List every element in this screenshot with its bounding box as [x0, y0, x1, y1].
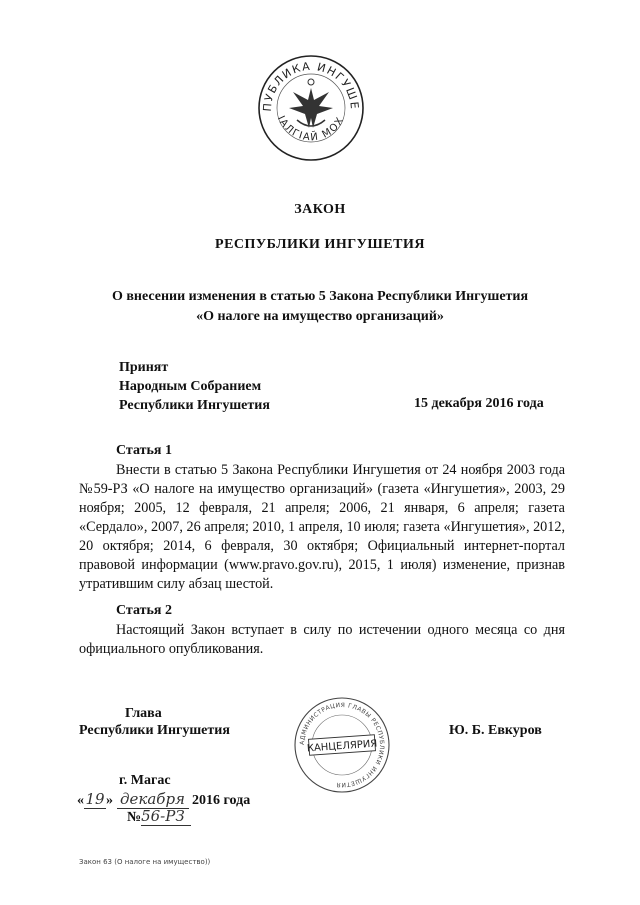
date-quote-close: » — [106, 793, 113, 808]
subject-line-2: «О налоге на имущество организаций» — [196, 309, 444, 324]
date-day-handwritten: 19 — [85, 790, 105, 808]
law-number — [127, 807, 191, 826]
law-number-handwritten: 56-РЗ — [141, 807, 191, 826]
adopted-by-assembly: Народным Собранием — [119, 379, 262, 394]
subject-line-1: О внесении изменения в статью 5 Закона Республики Ингушетия — [111, 289, 529, 304]
adopted-label: Принят — [119, 360, 169, 375]
document-title: ЗАКОН — [294, 202, 346, 217]
article-2-body — [79, 621, 565, 659]
signatory-name: Ю. Б. Евкуров — [449, 723, 542, 738]
article-2-heading: Статья 2 — [116, 603, 172, 618]
office-stamp — [292, 695, 392, 795]
article-1-body — [79, 461, 565, 594]
footer-file-note: Закон 63 (О налоге на имущество)) — [79, 858, 211, 866]
svg-text:АДМИНИСТРАЦИЯ ГЛАВЫ РЕСПУБЛИКИ: АДМИНИСТРАЦИЯ ГЛАВЫ РЕСПУБЛИКИ ИНГУШЕТИЯ — [298, 701, 386, 789]
svg-text:ГIАЛГIАЙ МОХК: IАЛГIАЙ МОХ — [274, 114, 347, 144]
article-2-text: Настоящий Закон вступает в силу по истечении одного месяца со дня официального опубликования. — [79, 622, 565, 657]
svg-text:РЕСПУБЛИКА ИНГУШЕТИЯ: ПУБЛИКА ИНГУШЕ — [260, 59, 362, 112]
adoption-date: 15 декабря 2016 года — [414, 396, 544, 411]
law-number-label: № — [127, 810, 142, 825]
date-month-handwritten: декабря — [117, 790, 189, 809]
adoption-block — [119, 358, 270, 415]
adopted-by-republic: Республики Ингушетия — [119, 398, 270, 413]
city-label: г. Магас — [119, 773, 171, 788]
signatory-role-line-2: Республики Ингушетия — [79, 723, 230, 738]
date-year: 2016 года — [192, 793, 251, 808]
date-quote-open: « — [77, 793, 84, 808]
article-1-heading: Статья 1 — [116, 443, 172, 458]
svg-text:КАНЦЕЛЯРИЯ: КАНЦЕЛЯРИЯ — [306, 738, 378, 755]
document-subtitle: РЕСПУБЛИКИ ИНГУШЕТИЯ — [215, 237, 425, 252]
signatory-role-line-1: Глава — [125, 706, 162, 721]
coat-of-arms-seal — [257, 54, 365, 162]
article-1-text: Внести в статью 5 Закона Республики Ингушетия от 24 ноября 2003 года №59-РЗ «О налоге на имущество организаций» (газета «Ингушетия», 2003, 29 ноября; 2005, 12 февраля, 21 апреля; 2006, 21 января, 6 апреля; газета «Сердало», 2007, 26 апреля; 2010, 1 апреля, 10 июля; газета «Ингушетия», 2012, 20 октября; 2014, 6 февраля, 30 октября; Официальный интернет-портал правовой информации (www.pravo.gov.ru), 2015, 1 июля) изменение, признав утратившим силу абзац шестой. — [79, 462, 565, 592]
